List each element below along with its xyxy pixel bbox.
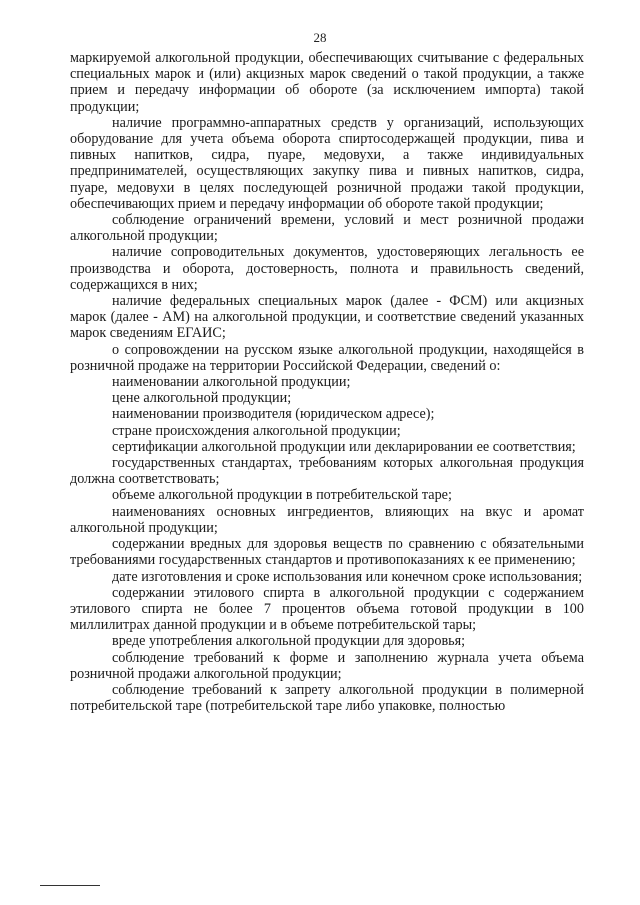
list-item: содержании вредных для здоровья веществ по сравнению с обязательными требованиями государственных стандартов и противопоказаниях к ее применению;	[70, 536, 584, 569]
list-item: дате изготовления и сроке использования или конечном сроке использования;	[112, 568, 583, 585]
list-item: государственных стандартах, требованиям которых алкогольная продукция должна соответствовать;	[70, 455, 584, 488]
list-item: наименованиях основных ингредиентов, влияющих на вкус и аромат алкогольной продукции;	[70, 503, 584, 536]
list-item: стране происхождения алкогольной продукции;	[112, 422, 401, 439]
footnote-divider	[40, 885, 100, 886]
paragraph: соблюдение требований к форме и заполнению журнала учета объема розничной продажи алкогольной продукции;	[70, 649, 584, 682]
paragraph: соблюдение ограничений времени, условий и мест розничной продажи алкогольной продукции;	[70, 212, 584, 245]
page-number: 28	[313, 30, 327, 45]
list-item: цене алкогольной продукции;	[112, 390, 292, 407]
list-item: содержании этилового спирта в алкогольной продукции с содержанием этилового спирта не более 7 процентов объема готовой продукции в 100 миллилитрах данной продукции и в объеме потребительской тары;	[70, 584, 584, 634]
paragraph: наличие программно-аппаратных средств у организаций, использующих оборудование для учета объема оборота спиртосодержащей продукции, пива и пивных напитков, сидра, пуаре, медовухи, а также индивидуальных предпринимателей, осуществляющих закупку пива и пивных напитков, сидра, пуаре, медовухи в целях последующей розничной продажи такой продукции, обеспечивающих прием и передачу информации об обороте такой продукции;	[70, 114, 584, 212]
paragraph: о сопровождении на русском языке алкогольной продукции, находящейся в розничной продаже на территории Российской Федерации, сведений о:	[70, 341, 584, 374]
list-item: наименовании производителя (юридическом адресе);	[112, 406, 435, 423]
list-item: сертификации алкогольной продукции или декларировании ее соответствия;	[112, 438, 576, 455]
paragraph: соблюдение требований к запрету алкогольной продукции в полимерной потребительской таре (потребительской таре либо упаковке, полностью	[70, 681, 584, 715]
paragraph: наличие сопроводительных документов, удостоверяющих легальность ее производства и оборота, достоверность, полнота и правильность сведений, содержащихся в них;	[70, 244, 584, 293]
document-body	[70, 50, 584, 714]
list-item: наименовании алкогольной продукции;	[112, 374, 351, 391]
paragraph: наличие федеральных специальных марок (далее - ФСМ) или акцизных марок (далее - АМ) на алкогольной продукции, и соответствие сведений указанных марок сведениям ЕГАИС;	[70, 293, 584, 342]
list-item: объеме алкогольной продукции в потребительской таре;	[112, 487, 452, 504]
paragraph: маркируемой алкогольной продукции, обеспечивающих считывание с федеральных специальных марок и (или) акцизных марок сведений о такой продукции, а также прием и передачу информации об обороте (за исключением импорта) такой продукции;	[70, 50, 584, 115]
list-item: вреде употребления алкогольной продукции для здоровья;	[112, 633, 466, 650]
